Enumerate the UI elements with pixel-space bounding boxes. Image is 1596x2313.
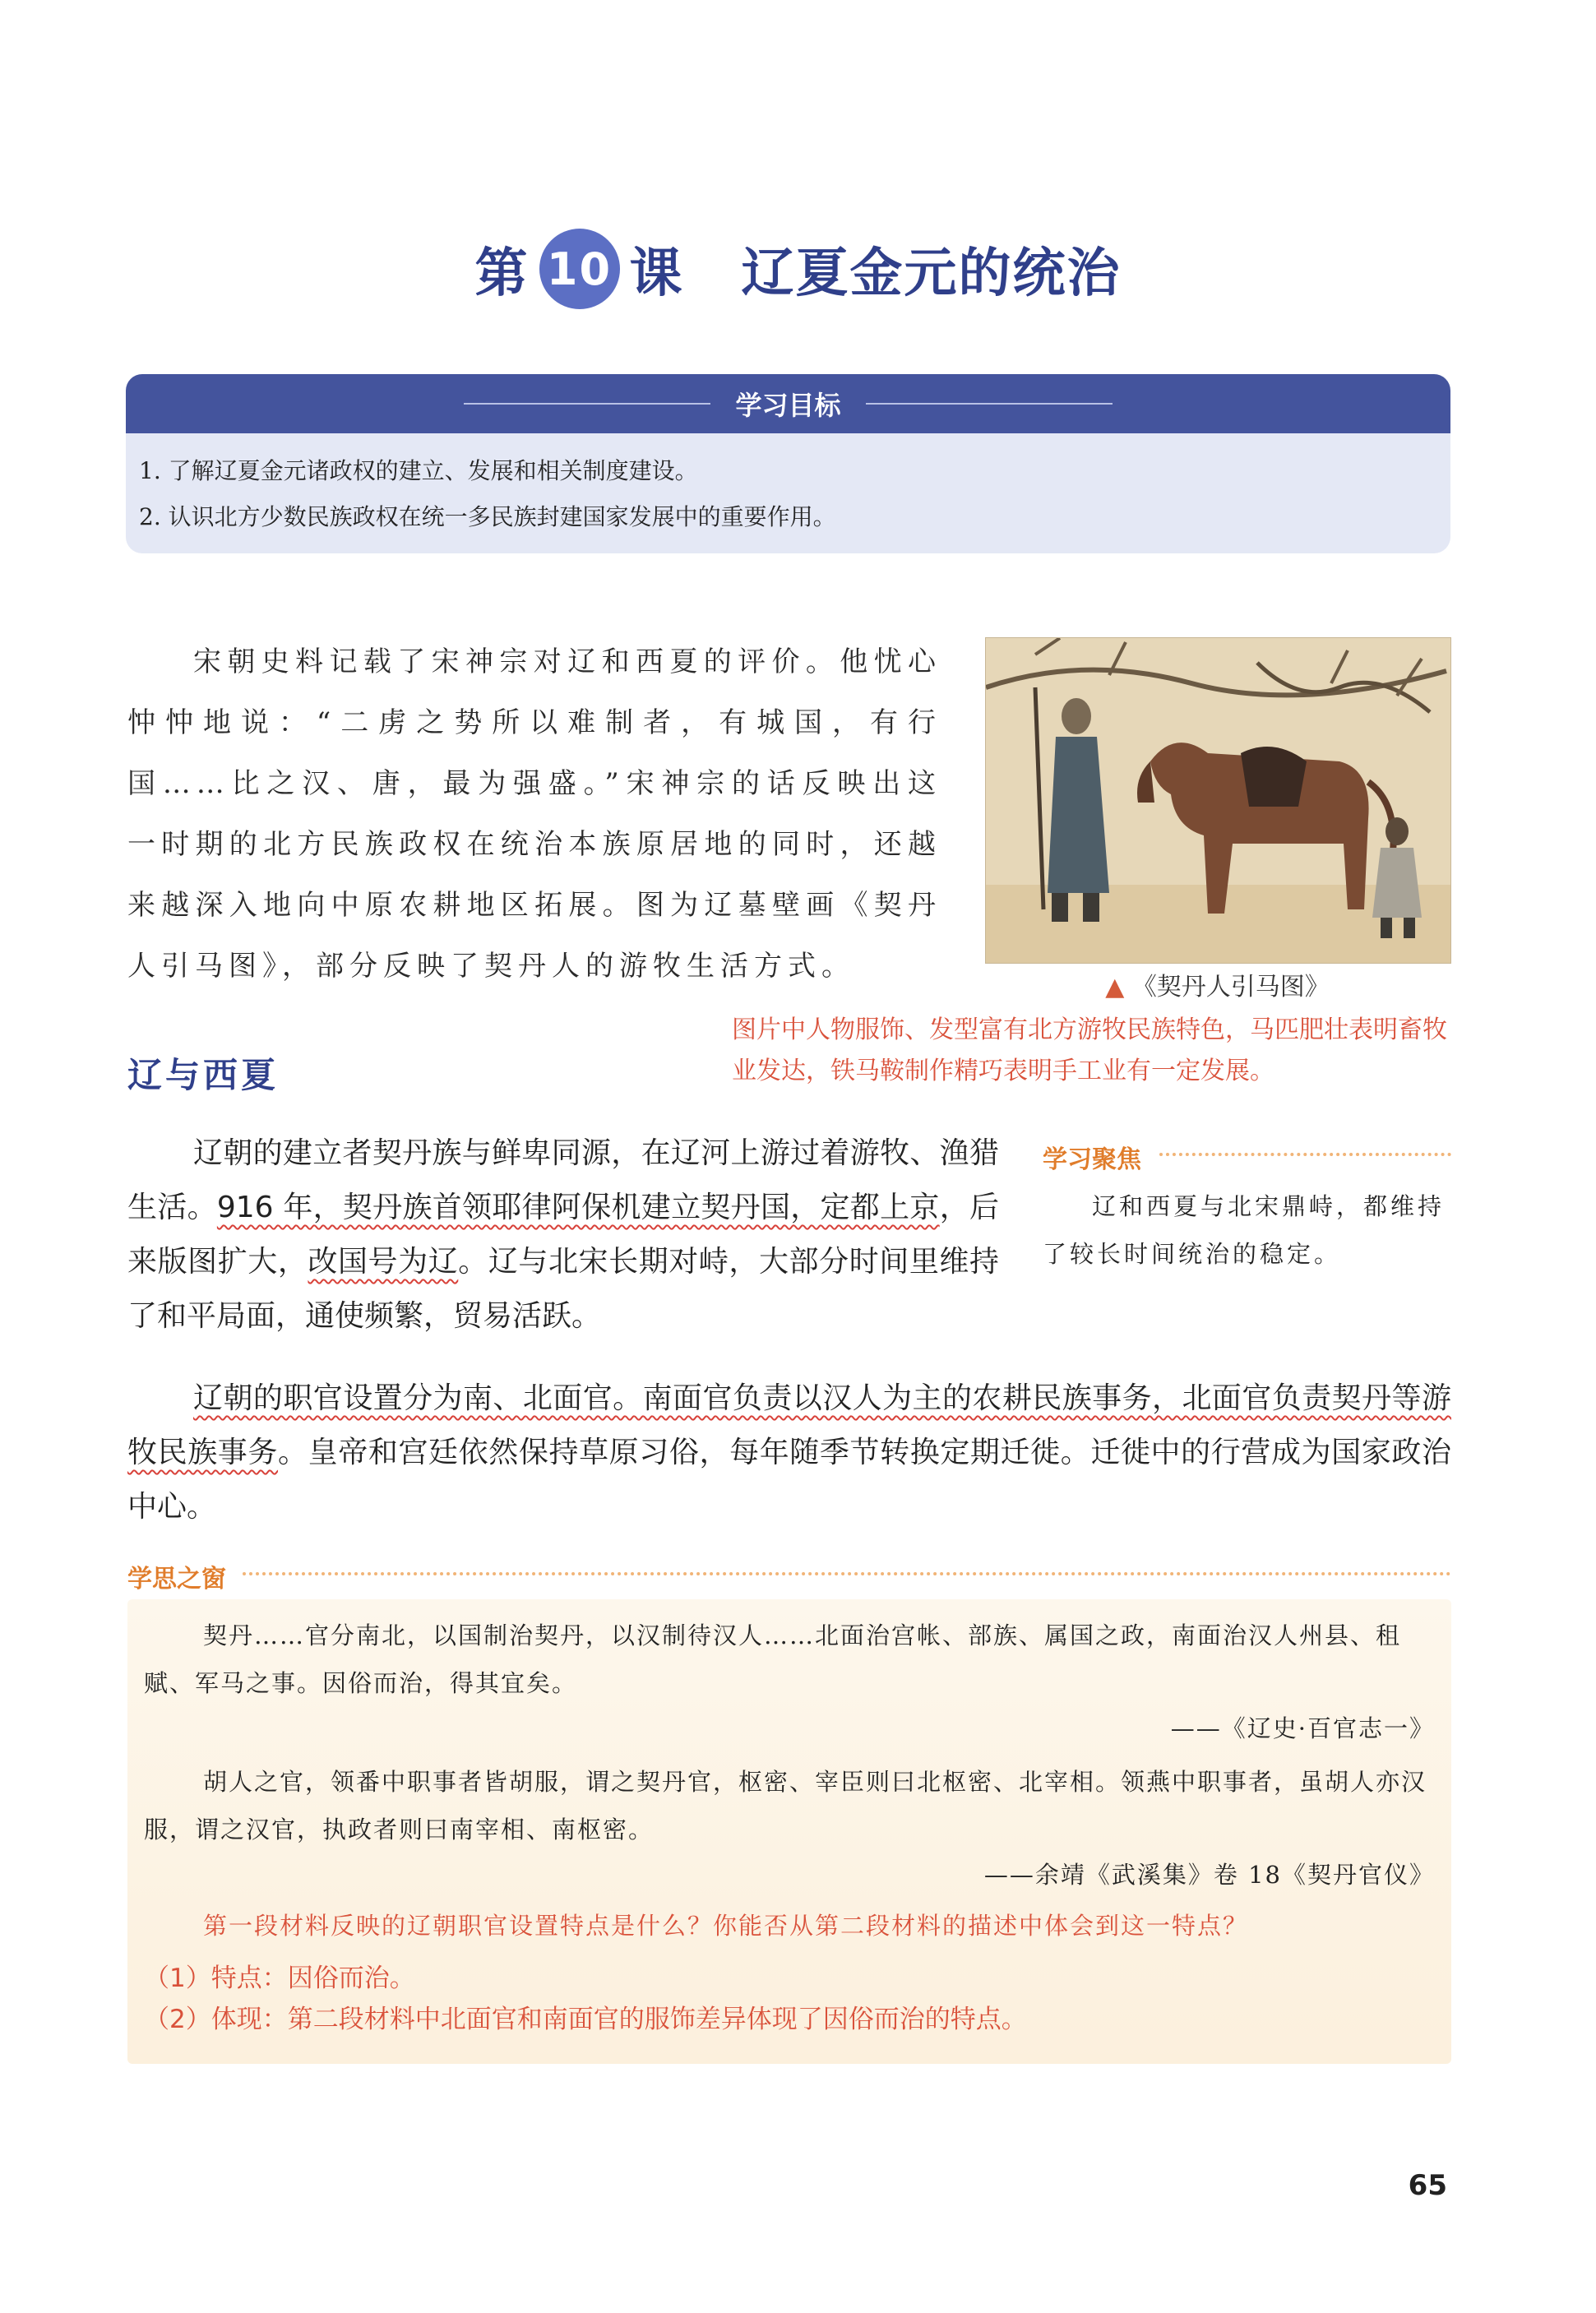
divider [866,403,1113,405]
learning-focus-text: 辽和西夏与北宋鼎峙，都维持了较长时间统治的稳定。 [1043,1192,1446,1268]
page-number: 65 [1408,2169,1447,2202]
triangle-marker-icon: ▲ [1105,973,1125,1002]
body-paragraph [127,1126,999,1344]
dotted-divider [243,1572,1451,1575]
lesson-number-badge: 10 [539,229,620,309]
source-quote: 契丹……官分南北，以国制治契丹，以汉制待汉人……北面治宫帐、部族、属国之政，南面治汉人州县、租赋、军马之事。因俗而治，得其宜矣。 [144,1621,1402,1697]
learning-goals-list [139,448,836,540]
lesson-suffix: 课 [629,243,684,304]
learning-goal-item: 2. 认识北方少数民族政权在统一多民族封建国家发展中的重要作用。 [139,503,836,530]
learning-focus-title: 学习聚焦 [1043,1145,1141,1174]
figure-caption [985,966,1450,1002]
answer-line: （2）体现：第二段材料中北面官和南面官的服饰差异体现了因俗而治的特点。 [144,2005,1027,2034]
discussion-question: 第一段材料反映的辽朝职官设置特点是什么？你能否从第二段材料的描述中体会到这一特点？ [203,1912,1249,1940]
learning-goals-box [126,374,1450,553]
text-span: 。皇帝和宫廷依然保持草原习俗，每年随季节转换定期迁徙。迁徙中的行营成为国家政治中心。 [127,1436,1451,1524]
key-point-underlined: 改国号为辽 [308,1245,459,1279]
lesson-name: 辽夏金元的统治 [741,243,1122,304]
learning-goal-item: 1. 了解辽夏金元诸政权的建立、发展和相关制度建设。 [139,457,698,484]
text-span: 辽朝的建立者契丹族与鲜卑同源，在辽河上游过着游牧、渔猎生活。 [127,1136,999,1224]
lesson-prefix: 第 [474,243,530,304]
body-paragraph [127,1372,1451,1534]
lesson-title [0,215,1596,322]
learning-goals-title: 学习目标 [735,390,841,421]
section-title: 辽与西夏 [127,1055,280,1095]
dotted-divider [1159,1153,1451,1156]
learning-goals-header [126,374,1450,433]
answer-line: （1）特点：因俗而治。 [144,1964,415,1993]
mural-image [985,637,1451,964]
figure-annotation: 图片中人物服饰、发型富有北方游牧民族特色，马匹肥壮表明畜牧业发达，铁马鞍制作精巧表明手工业有一定发展。 [732,1015,1447,1085]
text-span: 。辽与北宋长期对峙，大部分时间里维持了和平局面，通使频繁，贸易活跃。 [127,1245,999,1333]
mural-illustration [986,638,1450,963]
thinking-window-title: 学思之窗 [127,1565,226,1594]
intro-paragraph: 宋朝史料记载了宋神宗对辽和西夏的评价。他忧心忡忡地说：“二虏之势所以难制者，有城国，有行国……比之汉、唐，最为强盛。”宋神宗的话反映出这一时期的北方民族政权在统治本族原居地的同时，还越来越深入地向中原农耕地区拓展。图为辽墓壁画《契丹人引马图》，部分反映了契丹人的游牧生活方式。 [127,645,941,983]
text-span: ，后来版图扩大， [127,1191,999,1279]
key-point-underlined: 916 年，契丹族首领耶律阿保机建立契丹国，定都上京 [216,1191,940,1224]
quote-source: ——余靖《武溪集》卷 18《契丹官仪》 [983,1861,1435,1889]
divider [464,403,710,405]
source-quote: 胡人之官，领番中职事者皆胡服，谓之契丹官，枢密、宰臣则曰北枢密、北宰相。领燕中职事者，虽胡人亦汉服，谓之汉官，执政者则曰南宰相、南枢密。 [144,1768,1427,1843]
figure-caption-text: 《契丹人引马图》 [1131,973,1330,1002]
key-point-underlined: 辽朝的职官设置分为南、北面官。南面官负责以汉人为主的农耕民族事务，北面官负责契丹等游牧民族事务 [127,1381,1451,1469]
quote-source: ——《辽史·百官志一》 [1170,1714,1435,1742]
